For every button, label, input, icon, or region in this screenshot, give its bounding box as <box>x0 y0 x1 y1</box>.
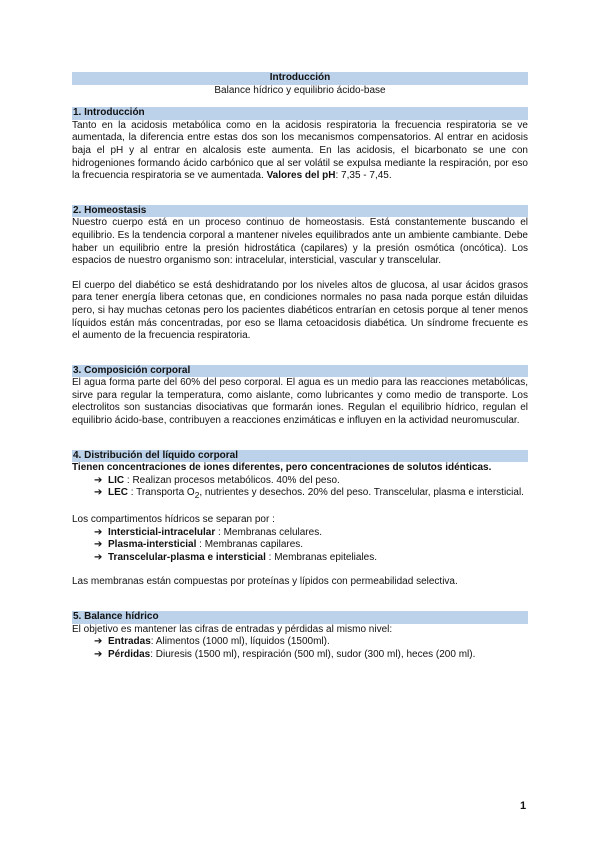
section-heading: 4. Distribución del líquido corporal <box>72 450 528 463</box>
list-item <box>94 539 528 552</box>
item-term: Transcelular-plasma e intersticial <box>108 551 266 563</box>
compartments-list <box>72 527 528 565</box>
list-item <box>94 552 528 565</box>
list-item <box>94 527 528 540</box>
section-heading: 1. Introducción <box>72 107 528 120</box>
page-number: 1 <box>520 800 527 812</box>
item-term: Entradas <box>108 636 151 648</box>
ph-label: Valores del pH <box>266 170 336 182</box>
paragraph: El cuerpo del diabético se está deshidratando por los niveles altos de glucosa, al usar ácidos grasos para tener energía libera cetonas que, en condiciones normales no pasa nada porque están diluidas pero, si hay muchas cetonas pero los pacientes diabéticos entrarían en cetosis porque al tener menos líquidos están más concentradas, por eso se llama cetoacidosis diabética. Un síndrome frecuente es el aumento de la frecuencia respiratoria. <box>72 279 528 342</box>
paragraph: El objetivo es mantener las cifras de entradas y pérdidas al mismo nivel: <box>72 623 393 635</box>
item-desc: : Membranas celulares. <box>215 526 322 538</box>
list-item <box>94 636 528 649</box>
item-desc: : Membranas epiteliales. <box>265 551 378 563</box>
spacer <box>72 564 528 576</box>
arrow-icon: ➔ <box>94 539 103 551</box>
arrow-icon: ➔ <box>94 551 103 563</box>
arrow-icon: ➔ <box>94 474 103 486</box>
item-desc: , nutrientes y desechos. 20% del peso. Transcelular, plasma e intersticial. <box>199 487 524 499</box>
section-introduccion <box>72 107 528 183</box>
section-heading: 5. Balance hídrico <box>72 611 528 624</box>
arrow-icon: ➔ <box>94 636 103 648</box>
item-desc: : Diuresis (1500 ml), respiración (500 ml), sudor (300 ml), heces (200 ml). <box>150 648 476 660</box>
subscript: 2 <box>194 490 200 501</box>
list-item <box>94 475 528 488</box>
arrow-icon: ➔ <box>94 487 103 499</box>
arrow-icon: ➔ <box>94 526 103 538</box>
item-desc: : Membranas capilares. <box>196 539 304 551</box>
paragraph <box>72 120 528 183</box>
section-distribucion <box>72 450 528 589</box>
paragraph: Los compartimentos hídricos se separan por : <box>72 514 275 526</box>
item-desc: : Transporta O <box>128 487 195 499</box>
section-heading: 2. Homeostasis <box>72 205 528 218</box>
item-term: Intersticial-intracelular <box>108 526 216 538</box>
spacer <box>72 268 528 280</box>
item-desc: : Realizan procesos metabólicos. 40% del peso. <box>124 474 340 486</box>
item-term: LEC <box>108 487 128 499</box>
balance-list <box>72 636 528 661</box>
document-subtitle: Balance hídrico y equilibrio ácido-base <box>214 84 386 96</box>
arrow-icon: ➔ <box>94 648 103 660</box>
paragraph: Las membranas están compuestas por proteínas y lípidos con permeabilidad selectiva. <box>72 576 458 588</box>
section-homeostasis <box>72 205 528 343</box>
item-desc: : Alimentos (1000 ml), líquidos (1500ml). <box>150 636 330 648</box>
paragraph-text: Tanto en la acidosis metabólica como en la acidosis respiratoria la frecuencia respiratoria se ve aumentada, la diferencia entre estas dos son los mecanismos compensatorios. Al entrar en acidosis baja el pH y al entrar en alcalosis este aumenta. En las acidosis, el bicarbonato se une con hidrogeniones formando ácido carbónico que al ser volátil se expulsa mediante la respiración, por eso la frecuencia respiratoria se ve aumentada. <box>72 119 528 182</box>
item-term: Pérdidas <box>108 648 151 660</box>
item-term: Plasma-intersticial <box>108 539 197 551</box>
item-term: LIC <box>108 474 125 486</box>
document-page <box>72 72 528 661</box>
section-composicion <box>72 365 528 428</box>
paragraph: Nuestro cuerpo está en un proceso continuo de homeostasis. Está constantemente buscando el equilibrio. Es la tendencia corporal a mantener niveles equilibrados ante un ambiente cambiante. Debe haber un equilibrio entre la presión hidrostática (capilares) y la presión osmótica (oncótica). Los espacios de nuestro organismo son: intracelular, intersticial, vascular y transcelular. <box>72 217 528 267</box>
spacer <box>72 502 528 514</box>
ph-value: : 7,35 - 7,45. <box>335 170 392 182</box>
list-item <box>94 649 528 662</box>
section-balance <box>72 611 528 661</box>
document-title: Introducción <box>72 72 528 85</box>
liquid-list <box>72 475 528 502</box>
paragraph: El agua forma parte del 60% del peso corporal. El agua es un medio para las reacciones metabólicas, sirve para regular la temperatura, como aislante, como lubricantes y como medio de transporte. Los electrolitos son sustancias disociativas que formarán iones. Regulan el equilibrio hídrico, regulan el equilibrio ácido-base, contribuyen a reacciones enzimáticas e influyen en la actividad neuromuscular. <box>72 377 528 427</box>
list-item <box>94 487 528 502</box>
section-heading: 3. Composición corporal <box>72 365 528 378</box>
lead-text: Tienen concentraciones de iones diferentes, pero concentraciones de solutos idénticas. <box>72 462 492 474</box>
